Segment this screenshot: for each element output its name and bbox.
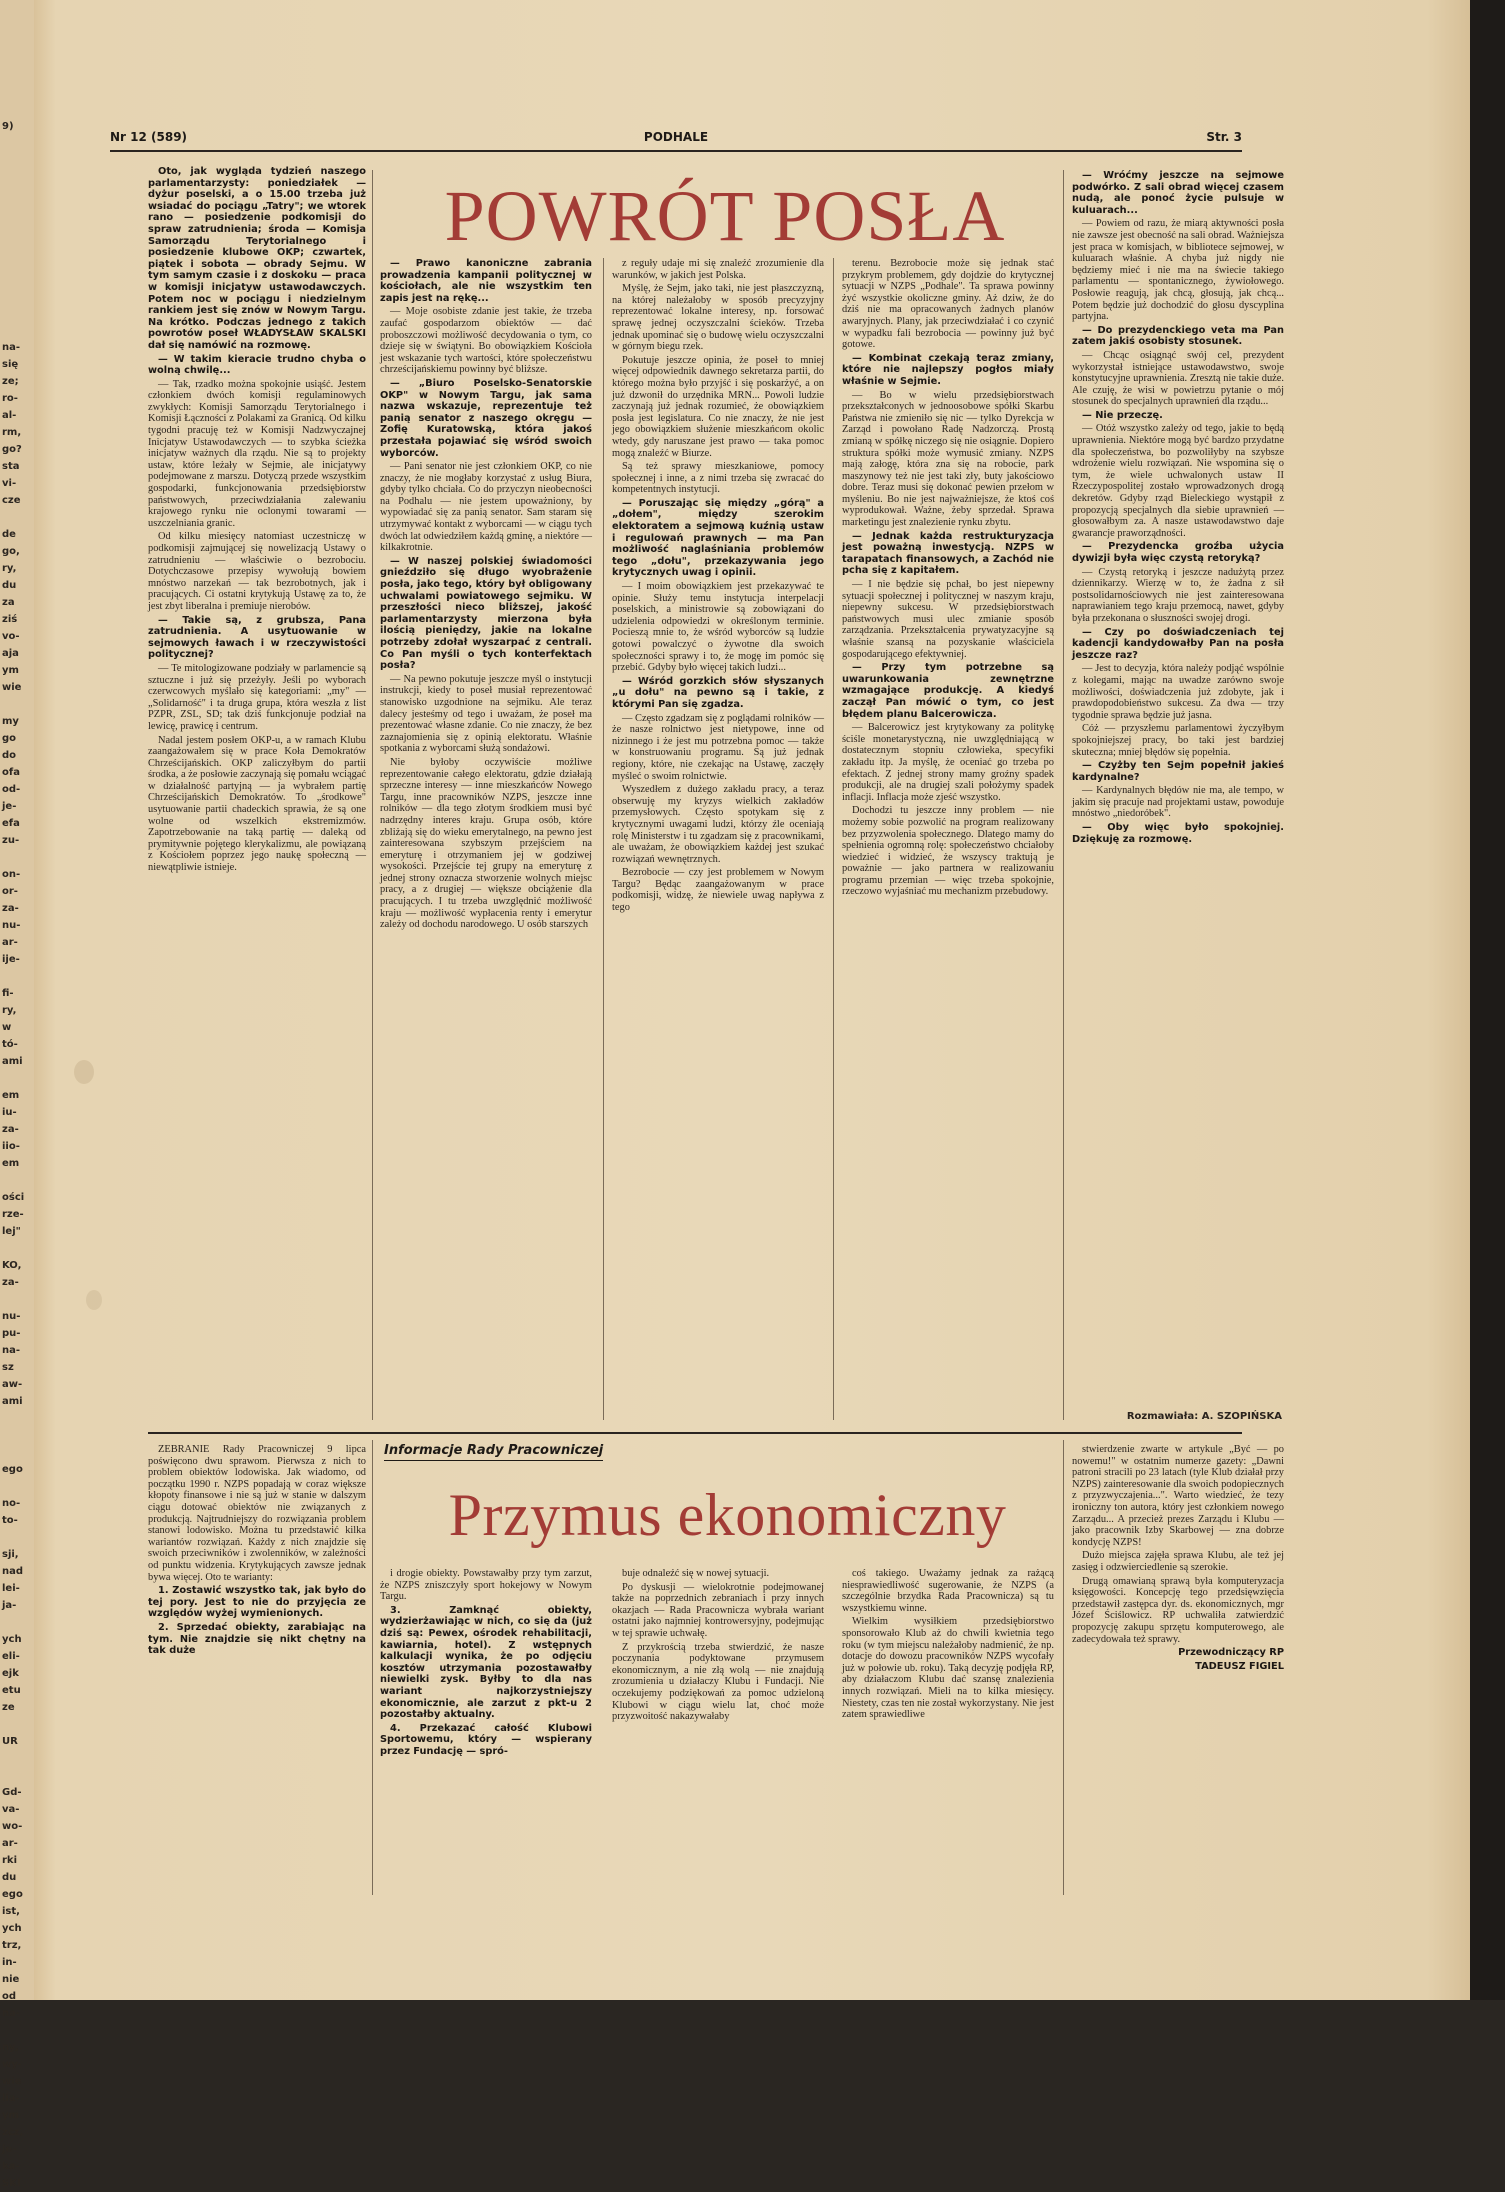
fragment-line (2, 271, 34, 288)
fragment-line (2, 237, 34, 254)
fragment-line: to- (2, 1515, 18, 1526)
fragment-line (2, 696, 34, 713)
adjacent-page-text (0, 0, 34, 2192)
paragraph: coś takiego. Uważamy jednak za rażącą niesprawiedliwość sugerowanie, że NZPS (a szczególnie brzydka Rada Pracownicza) są tu wszystkiemu winne. (842, 1568, 1054, 1614)
fragment-line: od- (2, 784, 21, 795)
page-number: Str. 3 (1206, 130, 1242, 144)
paragraph: 3. Zamknąć obiekty, wydzierżawiając w nich, co się da (już dziś są: Pewex, ośrodek rehabilitacji, kawiarnia, hotel). Z wstępnych kalkulacji wynika, że po odjęciu kosztów utrzymania pozostawałby niewielki zysk. Byłby to dla nas wariant najkorzystniejszy ekonomicznie, ale zarzut z pkt-u 2 pozostałby aktualny. (380, 1604, 592, 1721)
paragraph: Nadal jestem posłem OKP-u, a w ramach Klubu zaangażowałem się w prace Koła Demokratów Chrześcijańskich. OKP zaliczyłbym do partii środka, a że posłowie zaczynają się pomału wciągać w działalność partyjną — ja wybrałem partię Chrześcijańskich Demokratów. To „środkowe" usytuowanie partii chadeckich sprawia, że są one wolne od wszelkich ekstremizmów. Zapotrzebowanie na taką partię — daleką od prymitywnie pojętego klerykalizmu, ale powiązaną z Kościołem poprzez jego naukę społeczną — niewątpliwie istnieje. (148, 734, 366, 874)
paragraph: — Często zgadzam się z poglądami rolników — że nasze rolnictwo jest nietypowe, inne od nizinnego i że jest mu potrzebna pomoc — także w konstruowaniu programu. Są już jednak regiony, które, nie czekając na Ustawę, zaczęły myśleć o swoim rolnictwie. (612, 712, 824, 782)
article2-title: Przymus ekonomiczny (448, 1482, 1007, 1548)
fragment-line: em (2, 1090, 20, 1101)
fragment-line (2, 322, 34, 339)
fragment-line: vo- (2, 631, 20, 642)
fragment-line (2, 186, 34, 203)
fragment-line: ar- (2, 937, 18, 948)
paragraph: Myślę, że Sejm, jako taki, nie jest płaszczyzną, na której należałoby w sposób precyzyjny reprezentować lokalne interesy, np. forsować sprawę jednej oczyszczalni ścieków. Trzeba jednak upominać się o budowę wielu oczyszczalni w górnym biegu rzek. (612, 283, 824, 353)
fragment-line: nu- (2, 1311, 21, 1322)
column-divider (603, 258, 604, 1420)
page-header (110, 128, 1242, 152)
fragment-line: rze- (2, 1209, 24, 1220)
paragraph: — Poruszając się między „górą" a „dołem", między szerokim elektoratem a sejmową kuźnią ustaw i regulowań prawnych — ma Pan możliwość naglaśniania problemów tego „dołu", przekazywania jego krytycznych uwag i opinii. (612, 497, 824, 579)
fragment-line: ami (2, 1056, 23, 1067)
paper-stain (74, 1060, 94, 1084)
fragment-line: ym (2, 2110, 19, 2121)
fragment-line (2, 203, 34, 220)
fragment-line: lej" (2, 1226, 21, 1237)
fragment-line: on- (2, 869, 21, 880)
fragment-line: zcz, (2, 2127, 24, 2138)
fragment-line: ofa (2, 767, 20, 778)
issue-number: Nr 12 (589) (110, 130, 188, 144)
fragment-line: je- (2, 801, 17, 812)
fragment-line (2, 152, 34, 169)
fragment-line (2, 849, 34, 866)
fragment-line (2, 1427, 34, 1444)
paper-stain (86, 1290, 102, 1310)
fragment-line: na- (2, 342, 21, 353)
paragraph: — Pani senator nie jest członkiem OKP, co nie znaczy, że nie mogłaby korzystać z usług Biura, gdyby tylko chciała. Co do przyczyn nieobecności na Podhalu — nie jestem upoważniony, by wypowiadać się za panią senator. Sam staram się utrzymywać kontakt z wyborcami — w ciągu tych dwóch lat odwiedziłem każdą gminę, a niektóre — kilkakrotnie. (380, 461, 592, 554)
paragraph: Wielkim wysiłkiem przedsiębiorstwo sponsorowało Klub aż do chwili kwietnia tego roku (w tym miejscu należałoby nadmienić, że np. dotacje do dowozu pracowników NZPS wycofały już w połowie ub. roku). Taką decyzję podjęła RP, aby działaczom Klubu dać szansę znalezienia innych rozwiązań. Mieli na to kilka miesięcy. Niestety, czas ten nie został wykorzystany. Nie jest zatem sprawiedliwe (842, 1616, 1054, 1721)
fragment-line: na- (2, 2008, 21, 2019)
fragment-line: wie (2, 2076, 22, 2087)
paragraph: terenu. Bezrobocie może się jednak stać przykrym problemem, gdy dojdzie do krytycznej sytuacji w NZPS „Podhale". Ta sprawa powinny żyć wszystkie okoliczne gminy. Aż dziw, że do dziś nie ma opracowanych żadnych planów awaryjnych. Plany, jak przeciwdziałać i co czynić w wypadku fali bezrobocia — powinny już być gotowe. (842, 258, 1054, 351)
fragment-line: ja- (2, 1600, 17, 1611)
fragment-line: fi- (2, 988, 14, 999)
fragment-line: 9) (2, 121, 14, 132)
paragraph: — Otóż wszystko zależy od tego, jakie to będą uprawnienia. Niektóre mogą być bardzo przydatne dla społeczeństwa, bo pozwoliłyby na szybsze wdrożenie wielu rozwiązań. Nie wspomina się o tym, że wiele uchwalonych ustaw II Rzeczypospolitej zostało wprowadzonych drogą dekretów. Gdyby rząd Bieleckiego wystąpił z propozycją specjalnych dla siebie uprawnień — głosowałbym za. A nasze ustawodawstwo daje gwarancje praworządności. (1072, 423, 1284, 539)
paragraph: buje odnaleźć się w nowej sytuacji. (622, 1568, 770, 1579)
fragment-line: trz, (2, 1940, 22, 1951)
paragraph: Bezrobocie — czy jest problemem w Nowym Targu? Będąc zaangażowanym w prace podkomisji, widzę, że niewiele uwag napływa z tego (612, 867, 824, 914)
paragraph: Dużo miejsca zajęła sprawa Klubu, ale też jej zasięg i odzwierciedlenie są szerokie. (1072, 1550, 1284, 1573)
paragraph: — Przy tym potrzebne są uwarunkowania zewnętrzne wzmagające produkcję. A kiedyś zaczął Pan mówić o tym, co jest błędem planu Balcerowicza. (842, 662, 1054, 720)
fragment-line: ejk (2, 1668, 19, 1679)
paragraph: — Wróćmy jeszcze na sejmowe podwórko. Z sali obrad więcej czasem nudą, ale ponoć życie pulsuje w kuluarach... (1072, 170, 1284, 216)
fragment-line: du (2, 580, 17, 591)
paragraph: Z przykrością trzeba stwierdzić, że nasze poczynania podyktowane przymusem ekonomicznym, a nie złą wolą — nie znajdują zrozumienia u działaczy Klubu i Fundacji. Nie oczekujemy podziękowań za pomoc udzieloną Klubowi w ciągu wielu lat, choć może przyzwoitość nakazywałaby (612, 1641, 824, 1723)
fragment-line (2, 1240, 34, 1257)
fragment-line (2, 1291, 34, 1308)
fragment-line: ego (2, 1464, 23, 1475)
fragment-line: ze (2, 1702, 15, 1713)
paragraph: — I moim obowiązkiem jest przekazywać te opinie. Służy temu instytucja interpelacji poselskich, a ministrowie są zobowiązani do udzielenia odpowiedzi w określonym terminie. Pocieszą mnie to, że wśród wyborców są ludzie gotowi powalczyć o żywotne dla swoich społeczności sprawy i to, że mogę im pomóc się przebić. Gdyby było więcej takich ludzi... (612, 581, 824, 674)
fragment-line: nie (2, 1974, 20, 1985)
fragment-line: Gd- (2, 1787, 22, 1798)
paragraph: Oto, jak wygląda tydzień naszego parlamentarzysty: poniedziałek — dyżur poselski, a o 15.00 trzeba już wsiadać do pociągu „Tatry"; we wtorek rano — posiedzenie podkomisji do spraw zatrudnienia; środa — Komisja Samorządu Terytorialnego i posiedzenie klubowe OKP; czwartek, piątek i sobota — obrady Sejmu. W tym samym czasie i z doskoku — praca w komisji inicjatyw ustawodawczych. Potem noc w pociągu i niedzielnym rankiem jest się znów w Nowym Targu. Na krótko. Podczas jednego z takich powrotów poseł WŁADYSŁAW SKALSKI dał się namówić na rozmowę. (148, 166, 366, 351)
fragment-line: lei- (2, 1583, 20, 1594)
fragment-line: się (2, 359, 19, 370)
fragment-line: ny, (2, 2042, 19, 2053)
fragment-line (2, 1767, 34, 1784)
fragment-line: SKI (2, 2178, 21, 2189)
fragment-line (2, 220, 34, 237)
fragment-line: em (2, 1158, 20, 1169)
fragment-line: sz (2, 1362, 14, 1373)
paragraph: z reguły udaje mi się znaleźć zrozumienie dla warunków, w jakich jest Polska. (612, 258, 824, 281)
column-divider (372, 1440, 373, 1895)
paragraph: — Czy po doświadczeniach tej kadencji kandydowałby Pan na posła jeszcze raz? (1072, 626, 1284, 661)
fragment-line: wo- (2, 1821, 23, 1832)
fragment-line: iio- (2, 1141, 20, 1152)
paragraph: Są też sprawy mieszkaniowe, pomocy społecznej i inne, a z nimi trzeba się zwracać do kompetentnych instytucji. (612, 461, 824, 496)
column-divider (372, 170, 373, 1420)
fragment-line: wy- (2, 2059, 22, 2070)
fragment-line: UR (2, 1736, 18, 1747)
paragraph: Przewodniczący RP (1178, 1647, 1284, 1659)
paragraph: 1. Zostawić wszystko tak, jak było do tej pory. Jest to nie do przyjęcia ze względów wyżej wymienionych. (148, 1585, 366, 1620)
paragraph: 2. Sprzedać obiekty, zarabiając na tym. Nie znajdzie się nikt chętny na tak duże (148, 1621, 366, 1657)
fragment-line: va- (2, 1804, 20, 1815)
paragraph: — Wśród gorzkich słów słyszanych „u dołu" na pewno są i takie, z którymi Pan się zgadza. (612, 675, 824, 710)
fragment-line: eli- (2, 1651, 20, 1662)
paragraph: Wyszedłem z dużego zakładu pracy, a teraz obserwuję my kryzys wielkich zakładów przemysłowych. Często spotykam się z krytycznymi uwagami ludzi, którzy źle oceniają rolę Ministerstw i tu zgadzam się z pracownikami, ale uważam, że obowiązkiem każdej jest szukać rozwiązań wewnętrznych. (612, 784, 824, 865)
paragraph: 4. Przekazać całość Klubowi Sportowemu, który — wspierany przez Fundację — spró- (380, 1722, 592, 1757)
paragraph: — Prawo kanoniczne zabrania prowadzenia kampanii politycznej w kościołach, ale nie wszystkim ten zapis jest na rękę... (380, 258, 592, 304)
fragment-line (2, 1478, 34, 1495)
article2-column-3 (612, 1568, 824, 1894)
adjacent-page-fragment (0, 0, 34, 2189)
column-divider (833, 258, 834, 1420)
paragraph: i drogie obiekty. Powstawałby przy tym zarzut, że NZPS zniszczyły sport hokejowy w Nowym Targu. (380, 1568, 592, 1603)
paragraph: — Prezydencka groźba użycia dywizji była więc czystą retoryką? (1072, 541, 1284, 564)
fragment-line: rm, (2, 427, 22, 438)
fragment-line (2, 1750, 34, 1767)
paragraph: ZEBRANIE Rady Pracowniczej 9 lipca poświęcono dwu sprawom. Pierwsza z nich to problem obiektów lodowiska. Jak wiadomo, od początku 1990 r. NZPS popadają w coraz większe kłopoty finansowe i nie są już w stanie w dalszym ciągu dotować obiektów nie związanych z produkcją. Najtrudniejszy do rozwiązania problem stanowi lodowisko. Można tu przedstawić kilka wariantów rozwiązań. Każdy z nich znajdzie się swoich przeciwników i zwolenników, w zależności od punktu widzenia. Krytykujących zawsze jednak bywa więcej. Oto te warianty: (148, 1444, 366, 1583)
fragment-line: lia- (2, 2093, 20, 2104)
fragment-line: wie (2, 682, 22, 693)
fragment-line: ziś (2, 614, 18, 625)
fragment-line: in- (2, 1957, 17, 1968)
fragment-line: nad (2, 1566, 24, 1577)
fragment-line: za- (2, 1277, 19, 1288)
fragment-line (2, 135, 34, 152)
paragraph: — Do prezydenckiego veta ma Pan zatem jakiś osobisty stosunek. (1072, 324, 1284, 348)
fragment-line: ych (2, 1923, 22, 1934)
article2-column-4 (842, 1568, 1054, 1894)
article2-column-5 (1072, 1444, 1284, 1894)
paragraph: Nie byłoby oczywiście możliwe reprezentowanie całego elektoratu, gdzie działają sprzeczne interesy — inne mieszkańców Nowego Targu, inne pracowników NZPS, jeszcze inne rolników — dla tego złotym środkiem musi być nadrzędny interes kraju. Grupa osób, które zbliżają się do wieku emerytalnego, na pewno jest zainteresowana szybszym przejściem na emeryturę i otrzymaniem jej w godziwej wysokości. Przejście tej grupy na emeryturę z jednej strony oznacza stworzenie wolnych miejsc pracy, a z drugiej — większe obciążenie dla pracujących. I tu trzeba uwzględnić możliwość kraju — możliwość wypłacenia renty i emerytur zależy od dochodu narodowego. U osób starszych (380, 756, 592, 931)
fragment-line: ro- (2, 393, 18, 404)
paragraph: — Tak, rzadko można spokojnie usiąść. Jestem członkiem dwóch komisji regulaminowych zwykłych: Komisji Samorządu Terytorialnego i Komisji Łączności z Polakami za Granicą. Od kilku tygodni pracuję też w Komisji Nadzwyczajnej Inicjatyw Ustawodawczych — to szybka ścieżka inicjatyw ważnych dla rządu. Nie są to projekty ustaw, które leżały w Sejmie, ale inicjatywy podejmowane z marszu. Dotyczą przede wszystkim gospodarki, funkcjonowania przedsiębiorstw państwowych, przeciwdziałania zalewaniu krajowego rynku nie oclonymi towarami — uszczelniania granic. (148, 378, 366, 529)
fragment-line: ry, (2, 563, 17, 574)
fragment-line (2, 1172, 34, 1189)
paragraph: — Oby więc było spokojniej. Dziękuję za rozmowę. (1072, 822, 1284, 845)
paragraph: — Chcąc osiągnąć swój cel, prezydent wykorzystał istniejące ustawodawstwo, swoje konstytucyjne uprawnienia. Zresztą nie takie duże. Ale czuję, że wisi w powietrzu pytanie o mój stosunek do specjalnych uprawnień dla rządu... (1072, 349, 1284, 408)
paragraph: Cóż — przyszłemu parlamentowi życzyłbym spokojniejszej pracy, bo taki jest bardziej skuteczna; mniej błędów się popełnia. (1072, 723, 1284, 758)
paragraph: stwierdzenie zwarte w artykule „Być — po nowemu!" w ostatnim numerze gazety: „Dawni patroni stracili po 23 latach (tyle Klub działał przy NZPS) zainteresowanie dla swoich podopiecznych z przyzwyczajenia...". Warto wiedzieć, że tezy ironiczny ton autora, który jest członkiem nowego Zarządu... A przecież prezes Zarządu i Klubu — jako pracownik Izby Skarbowej — zna dobrze kondycję NZPS! (1072, 1444, 1284, 1548)
fragment-line: go, (2, 546, 20, 557)
fragment-line: zu- (2, 835, 20, 846)
paragraph: Pokutuje jeszcze opinia, że poseł to mniej więcej odpowiednik dawnego sekretarza partii, do którego można było przyjść i się poskarżyć, a on już dzwonił do urzędnika MRN... Powoli ludzie zaczynają już jednak rozumieć, że obowiązkiem posła jest legislatura. Co nie znaczy, że nie jest jego obowiązkiem służenie mieszkańcom okolic wtedy, gdy naruszane jest prawo — taka pomoc mogą znaleźć w Biurze. (612, 354, 824, 459)
paragraph: — W takim kieracie trudno chyba o wolną chwilę... (148, 353, 366, 377)
fragment-line: efa (2, 818, 20, 829)
fragment-line: na- (2, 1345, 21, 1356)
fragment-line: tó- (2, 1039, 18, 1050)
fragment-line: KO, (2, 1260, 22, 1271)
fragment-line: ze; (2, 376, 19, 387)
fragment-line (2, 1070, 34, 1087)
fragment-line: nu- (2, 920, 21, 931)
paragraph: — Moje osobiste zdanie jest takie, że trzeba zaufać gospodarzom obiektów — dać proboszczowi możliwość decydowania o tym, co dzieje się w świątyni. Bo obowiązkiem Kościoła jest wskazanie tych wartości, które społeczeństwu chrześcijańskiemu powinny być bliższe. (380, 306, 592, 376)
fragment-line: or- (2, 886, 18, 897)
fragment-line: ry, (2, 1005, 17, 1016)
paragraph: — Czyżby ten Sejm popełnił jakieś kardynalne? (1072, 760, 1284, 783)
fragment-line: ami (2, 1396, 23, 1407)
paragraph: Dochodzi tu jeszcze inny problem — nie możemy sobie pozwolić na program realizowany bez przyzwolenia społecznego. Dlatego mamy do spełnienia ogromną rolę: społeczeństwo chciałoby wiedzieć i widzieć, że wszyscy traktują je poważnie — jako partnera w realizowaniu programu przemian — więc trzeba spokojnie, rzeczowo wyjaśniać mu mechanizm przebudowy. (842, 805, 1054, 898)
fragment-line: ych (2, 1634, 22, 1645)
fragment-line (2, 1410, 34, 1427)
fragment-line: aja (2, 648, 19, 659)
article1-column-3 (612, 258, 824, 1424)
fragment-line: al- (2, 410, 17, 421)
paragraph: — Kombinat czekają teraz zmiany, które nie najlepszy pogłos miały właśnie w Sejmie. (842, 352, 1054, 387)
fragment-line: ije- (2, 954, 20, 965)
paragraph: Drugą omawianą sprawą była komputeryzacja księgowości. Koncepcję tego przedsięwzięcia przedstawił zastępca dyr. ds. ekonomicznych, mgr Józef Ściślowicz. RP uchwaliła zatwierdzić propozycję zakupu sprzętu komputerowego, ale zadecydowała też sprawy. (1072, 1575, 1284, 1645)
fragment-line: sta (2, 461, 20, 472)
fragment-line: sji, (2, 1549, 19, 1560)
fragment-line: vi- (2, 478, 17, 489)
fragment-line: ar- (2, 1838, 18, 1849)
paragraph: — „Biuro Poselsko-Senatorskie OKP" w Nowym Targu, jak sama nazwa wskazuje, reprezentuje też panią senator z naszego okręgu — Zofię Kuratowską, która jakoś przestała pojawiać się wśród swoich wyborców. (380, 377, 592, 459)
fragment-line: go? (2, 444, 22, 455)
article2-column-1 (148, 1444, 366, 1894)
fragment-line: za (2, 597, 15, 608)
paragraph: — W naszej polskiej świadomości gnieździło się długo wyobrażenie posła, jako tego, który był obligowany uchwalami powiatowego sejmiku. W przeszłości nieco bliższej, jakość parlamentarzysty mierzona była ilością pieniędzy, jakie na lokalne potrzeby zdołał wyszarpać z centrali. Co Pan myśli o tych konterfektach posła? (380, 555, 592, 672)
article1-column-4 (842, 258, 1054, 1424)
fragment-line: do (2, 750, 17, 761)
paragraph: — Na pewno pokutuje jeszcze myśl o instytucji instrukcji, kiedy to poseł musiał reprezentować stanowisko uzgodnione na sejmiku. Ale teraz dalecy jesteśmy od tego i uważam, że poseł ma prezentować własne zdanie. Co nie znaczy, że bez zaznajomienia się z opinią elektoratu. Właśnie spotkania z wyborcami służą sondażowi. (380, 673, 592, 755)
fragment-line: de (2, 529, 16, 540)
fragment-line: etu (2, 1685, 21, 1696)
section-divider (148, 1432, 1242, 1434)
fragment-line (2, 1444, 34, 1461)
paragraph: — Bo w wielu przedsiębiorstwach przekształconych w jednoosobowe spółki Skarbu Państwa nie zmieniło się nic — tylko Dyrekcja w Zarząd i powołano Radę Nadzorczą. Prostą zmianą w spółkę niczego się nie osiągnie. Dopiero struktura spółki może wymusić zmiany. NZPS mają załogę, która zna się na robocie, park maszynowy też nie jest taki zły, buty jakościowo dobre. Teraz musi się dokonać pewien przełom w myśleniu. Bo nie jest najważniejsze, że ktoś coś wyprodukował. Ważne, żeby sprzedał. Sprawa marketingu jest znalezienie rynku zbytu. (842, 389, 1054, 529)
paragraph: — Takie są, z grubsza, Pana zatrudnienia. A usytuowanie w sejmowych ławach i w rzeczywistości politycznej? (148, 614, 366, 661)
newspaper-name: PODHALE (643, 130, 709, 144)
fragment-line: za- (2, 903, 19, 914)
fragment-line: my (2, 716, 19, 727)
paragraph: Od kilku miesięcy natomiast uczestniczę w podkomisji zajmującej się nowelizacją Ustawy o zatrudnieniu — właściwie o bezrobociu. Dotychczasowe przepisy wywołują bowiem mnóstwo narzekań — tak bezrobotnych, jak i pracujących. Ci ostatni krytykują Ustawę za to, że jest zbyt liberalna i premiuje nierobów. (148, 531, 366, 612)
fragment-line: no- (2, 1498, 21, 1509)
article1-column-2 (380, 258, 592, 1424)
paragraph: — I nie będzie się pchał, bo jest niepewny sytuacji społecznej i politycznej w naszym kraju, niepewny sukcesu. W przedsiębiorstwach państwowych musi ulec zmianie sposób zarządzania. Przekształcenia prywatyzacyjne są właśnie szansą na pozyskanie właściciela gospodarującego efektywniej. (842, 579, 1054, 660)
fragment-line (2, 169, 34, 186)
paragraph: — Nie przeczę. (1082, 409, 1163, 421)
paragraph: — Kardynalnych błędów nie ma, ale tempo, w jakim się pracuje nad projektami ustaw, powoduje mnóstwo „niedoróbek". (1072, 785, 1284, 820)
fragment-line: w (2, 1022, 12, 1033)
fragment-line: ka- (2, 2161, 20, 2172)
fragment-line: go (2, 733, 17, 744)
fragment-line (2, 1716, 34, 1733)
article1-signature: Rozmawiała: A. SZOPIŃSKA (1126, 1411, 1282, 1422)
article1-column-1 (148, 166, 366, 1424)
fragment-line: pu- (2, 1328, 21, 1339)
fragment-line (2, 305, 34, 322)
fragment-line: ego (2, 1889, 23, 1900)
column-divider (1063, 170, 1064, 1420)
fragment-line (2, 509, 34, 526)
fragment-line: ości (2, 1192, 25, 1203)
section-rubric: Informacje Rady Pracowniczej (384, 1443, 603, 1461)
fragment-line: od (2, 1991, 17, 2002)
fragment-line: aw- (2, 1379, 23, 1390)
paragraph: — Powiem od razu, że miarą aktywności posła nie zawsze jest obecność na sali obrad. Ważniejsza jest praca w komisjach, w bibliotece sejmowej, w kuluarach właśnie. A chyba już nigdy nie będziemy mieć i nie ma na świecie takiego parlamentu — spontanicznego, żywiołowego. Posłowie reagują, jak chcą, głosują, jak chcą... Potem będzie już dochodzić do głosu dyscyplina partyjna. (1072, 218, 1284, 323)
scan-background (1470, 0, 1505, 2000)
fragment-line (2, 1529, 34, 1546)
fragment-line (2, 2022, 34, 2039)
article2-column-2 (380, 1568, 592, 1894)
fragment-line: za- (2, 1124, 19, 1135)
paragraph: TADEUSZ FIGIEL (1195, 1660, 1284, 1672)
fragment-line: ym (2, 665, 19, 676)
paragraph: — Te mitologizowane podziały w parlamencie są sztuczne i już się przeżyły. Jeśli po wyborach czerwcowych myślało się kategoriami: „my" — „Solidarność" i ta druga grupa, która weszła z list PZPR, ZSL, SD; tak dziś funkcjonuje podział na lewicę, prawicę i centrum. (148, 662, 366, 732)
fragment-line: rki (2, 1855, 18, 1866)
paragraph: Po dyskusji — wielokrotnie podejmowanej także na poprzednich zebraniach i przy innych okazjach — Rada Pracownicza wybrała wariant ostatni jako najmniej kontrowersyjny, podejmując w tej sprawie uchwałę. (612, 1581, 824, 1639)
fragment-line: ist, (2, 1906, 20, 1917)
fragment-line: du (2, 1872, 17, 1883)
fragment-line: je- (2, 2144, 17, 2155)
fragment-line: iu- (2, 1107, 17, 1118)
article-title: POWRÓT POSŁA (444, 176, 1006, 256)
paragraph: — Jednak każda restrukturyzacja jest poważną inwestycją. NZPS w tarapatach finansowych, a Zachód nie pcha się z kapitałem. (842, 530, 1054, 577)
fragment-line (2, 1614, 34, 1631)
fragment-line (2, 288, 34, 305)
paragraph: — Balcerowicz jest krytykowany za politykę ściśle monetarystyczną, nie uwzględniającą w dostatecznym stopniu człowieka, specyfiki zakładu itp. Ja myślę, że oceniać go trzeba po efektach. Z jednej strony mamy groźny spadek produkcji, ale na drugiej szali położymy spadek inflacji. Inflacja może zjeść wszystko. (842, 722, 1054, 803)
fragment-line (2, 968, 34, 985)
article1-column-5 (1072, 170, 1284, 1408)
paragraph: — Czystą retoryką i jeszcze nadużytą przez dziennikarzy. Wierzę w to, że żadna z sił postsolidarnościowych nie jest zainteresowana naprawianiem tego kraju przemocą, nawet, gdyby była przekonana o słuszności swojej drogi. (1072, 566, 1284, 624)
paragraph: — Jest to decyzja, która należy podjąć wspólnie z kolegami, mając na uwadze zarówno swoje możliwości, doświadczenia już zdobyte, jak i prawdopodobieństwo sukcesu. Za dwa — trzy tygodnie sprawa będzie już jasna. (1072, 663, 1284, 721)
fragment-line (2, 254, 34, 271)
column-divider (1063, 1440, 1064, 1895)
fragment-line: cze (2, 495, 21, 506)
